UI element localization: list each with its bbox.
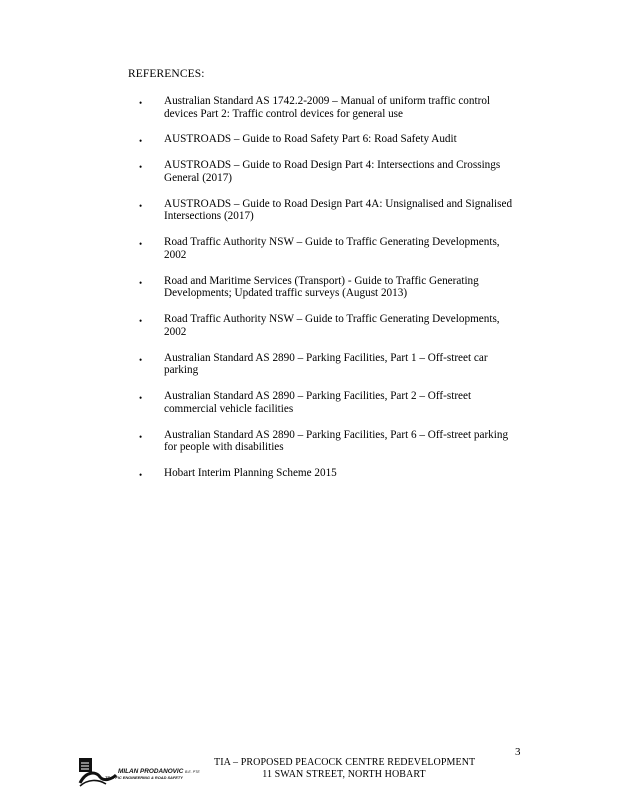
- bullet-icon: •: [139, 354, 143, 365]
- reference-item: [0, 159, 622, 184]
- reference-text: Road and Maritime Services (Transport) - Guide to Traffic Generating Developments; Updated traffic surveys (August 2013): [164, 274, 479, 300]
- references-list: [0, 95, 622, 493]
- bullet-icon: •: [139, 200, 143, 211]
- bullet-icon: •: [139, 316, 143, 327]
- reference-text: Hobart Interim Planning Scheme 2015: [164, 467, 337, 480]
- reference-text: Australian Standard AS 2890 – Parking Facilities, Part 2 – Off-street commercial vehicle facilities: [164, 390, 472, 415]
- footer-line-2: 11 SWAN STREET, NORTH HOBART: [262, 769, 426, 780]
- reference-item: [0, 236, 622, 261]
- references-heading: REFERENCES:: [128, 68, 205, 80]
- bullet-icon: •: [139, 98, 143, 108]
- reference-item: [0, 198, 622, 223]
- reference-item: [0, 352, 622, 377]
- reference-text: Australian Standard AS 1742.2-2009 – Manual of uniform traffic control devices Part 2: Traffic control devices for general use: [164, 95, 491, 120]
- bullet-icon: •: [139, 277, 143, 288]
- reference-item: [0, 275, 622, 300]
- logo-tagline: TRAFFIC ENGINEERING & ROAD SAFETY: [105, 775, 183, 780]
- page-number: 3: [515, 746, 521, 758]
- bullet-icon: •: [139, 470, 143, 481]
- logo-suffix: B.E. PTE: [185, 770, 200, 774]
- reference-text: AUSTROADS – Guide to Road Safety Part 6: Road Safety Audit: [164, 133, 457, 146]
- reference-text: Australian Standard AS 2890 – Parking Facilities, Part 6 – Off-street parking for people with disabilities: [164, 428, 509, 454]
- reference-text: AUSTROADS – Guide to Road Design Part 4: Intersections and Crossings General (2017): [164, 159, 501, 184]
- reference-text: Road Traffic Authority NSW – Guide to Traffic Generating Developments, 2002: [164, 313, 500, 338]
- reference-text: Road Traffic Authority NSW – Guide to Traffic Generating Developments, 2002: [164, 236, 500, 261]
- reference-item: [0, 133, 622, 146]
- reference-item: [0, 429, 622, 454]
- bullet-icon: •: [139, 393, 143, 404]
- bullet-icon: •: [139, 162, 143, 173]
- reference-text: Australian Standard AS 2890 – Parking Facilities, Part 1 – Off-street car parking: [164, 351, 488, 377]
- reference-item: [0, 313, 622, 338]
- bullet-icon: •: [139, 431, 143, 442]
- logo-name: MILAN PRODANOVIC: [118, 768, 184, 775]
- reference-item: [0, 467, 622, 480]
- footer-line-1: TIA – PROPOSED PEACOCK CENTRE REDEVELOPMENT: [214, 757, 476, 768]
- company-logo-icon: [78, 757, 203, 787]
- bullet-icon: •: [139, 136, 143, 147]
- footer-title-block: [214, 757, 474, 781]
- reference-item: [0, 95, 622, 120]
- bullet-icon: •: [139, 239, 143, 250]
- reference-text: AUSTROADS – Guide to Road Design Part 4A: Unsignalised and Signalised Intersections (2017): [164, 197, 513, 223]
- reference-item: [0, 390, 622, 415]
